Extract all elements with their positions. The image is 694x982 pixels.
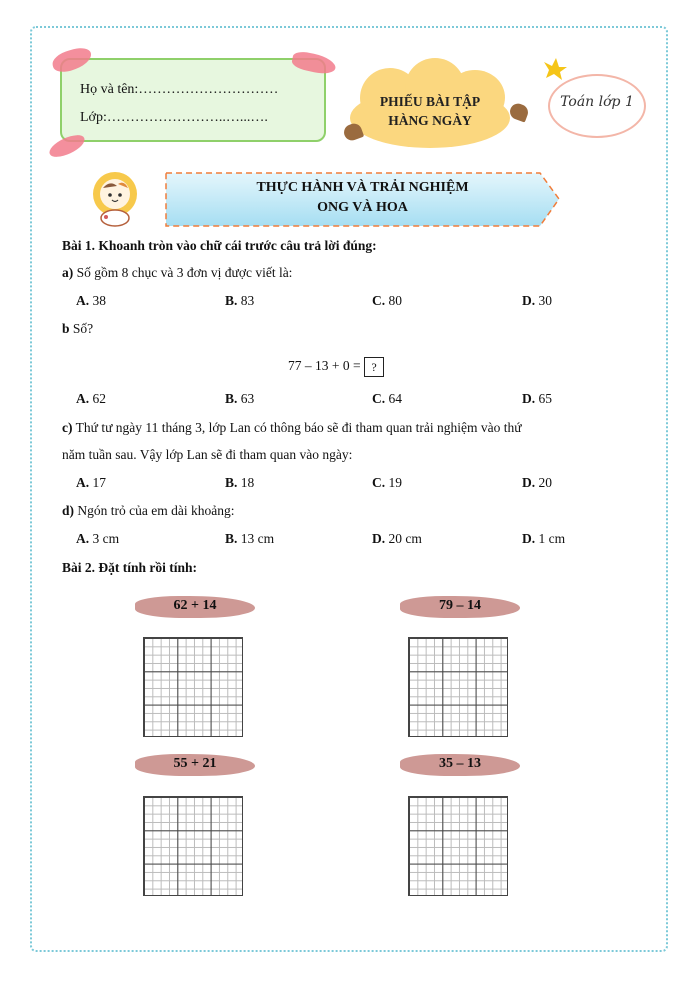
option-c-D[interactable]: D. 20 xyxy=(522,475,552,490)
option-c-C[interactable]: C. 19 xyxy=(372,475,402,490)
option-d-B[interactable]: B. 13 cm xyxy=(225,531,275,546)
option-d-D[interactable]: D. 1 cm xyxy=(522,531,566,546)
question-b: b Số? xyxy=(62,321,94,336)
option-b-D[interactable]: D. 65 xyxy=(522,391,552,406)
name-field-label[interactable]: Họ và tên:………………………… xyxy=(80,82,279,97)
worksheet-title-cloud xyxy=(340,58,520,148)
option-a-D[interactable]: D. 30 xyxy=(522,293,552,308)
option-c-B[interactable]: B. 18 xyxy=(225,475,255,490)
problem-label-4: 35 – 13 xyxy=(400,750,520,780)
problem-label-1: 62 + 14 xyxy=(135,592,255,622)
option-b-A[interactable]: A. 62 xyxy=(76,391,106,406)
calculation-grid-3[interactable] xyxy=(143,796,243,896)
option-d-C[interactable]: D. 20 cm xyxy=(372,531,422,546)
question-b-expression: 77 – 13 + 0 = ? xyxy=(288,357,384,377)
option-b-C[interactable]: C. 64 xyxy=(372,391,402,406)
class-field-label[interactable]: Lớp:……………………..…...…. xyxy=(80,110,268,125)
calculation-grid-4[interactable] xyxy=(408,796,508,896)
lesson-banner xyxy=(165,172,560,227)
option-a-C[interactable]: C. 80 xyxy=(372,293,402,308)
lesson-title: THỰC HÀNH VÀ TRẢI NGHIỆM ONG VÀ HOA xyxy=(256,180,469,215)
problem-label-3: 55 + 21 xyxy=(135,750,255,780)
exercise-2-title: Bài 2. Đặt tính rồi tính: xyxy=(62,560,198,575)
exercise-1-title: Bài 1. Khoanh tròn vào chữ cái trước câu trả lời đúng: xyxy=(62,238,377,253)
calculation-grid-2[interactable] xyxy=(408,637,508,737)
question-a: a) Số gồm 8 chục và 3 đơn vị được viết là: xyxy=(62,265,293,280)
option-a-B[interactable]: B. 83 xyxy=(225,293,255,308)
option-c-A[interactable]: A. 17 xyxy=(76,475,106,490)
grade-label: Toán lớp 1 xyxy=(560,94,634,110)
lion-cat-mascot-icon xyxy=(86,170,144,228)
grade-badge xyxy=(548,74,646,138)
problem-label-2: 79 – 14 xyxy=(400,592,520,622)
question-c-line1: c) Thứ tư ngày 11 tháng 3, lớp Lan có thông báo sẽ đi tham quan trải nghiệm vào thứ xyxy=(62,420,522,435)
option-b-B[interactable]: B. 63 xyxy=(225,391,255,406)
worksheet-title: PHIẾU BÀI TẬP HÀNG NGÀY xyxy=(379,94,481,128)
option-d-A[interactable]: A. 3 cm xyxy=(76,531,120,546)
calculation-grid-1[interactable] xyxy=(143,637,243,737)
answer-box[interactable]: ? xyxy=(364,357,384,377)
page-frame xyxy=(30,26,668,952)
question-d: d) Ngón trỏ của em dài khoảng: xyxy=(62,503,235,518)
question-c-line2: năm tuần sau. Vậy lớp Lan sẽ đi tham quan vào ngày: xyxy=(62,447,353,462)
student-info-box xyxy=(60,58,326,142)
star-icon xyxy=(542,58,568,80)
option-a-A[interactable]: A. 38 xyxy=(76,293,106,308)
